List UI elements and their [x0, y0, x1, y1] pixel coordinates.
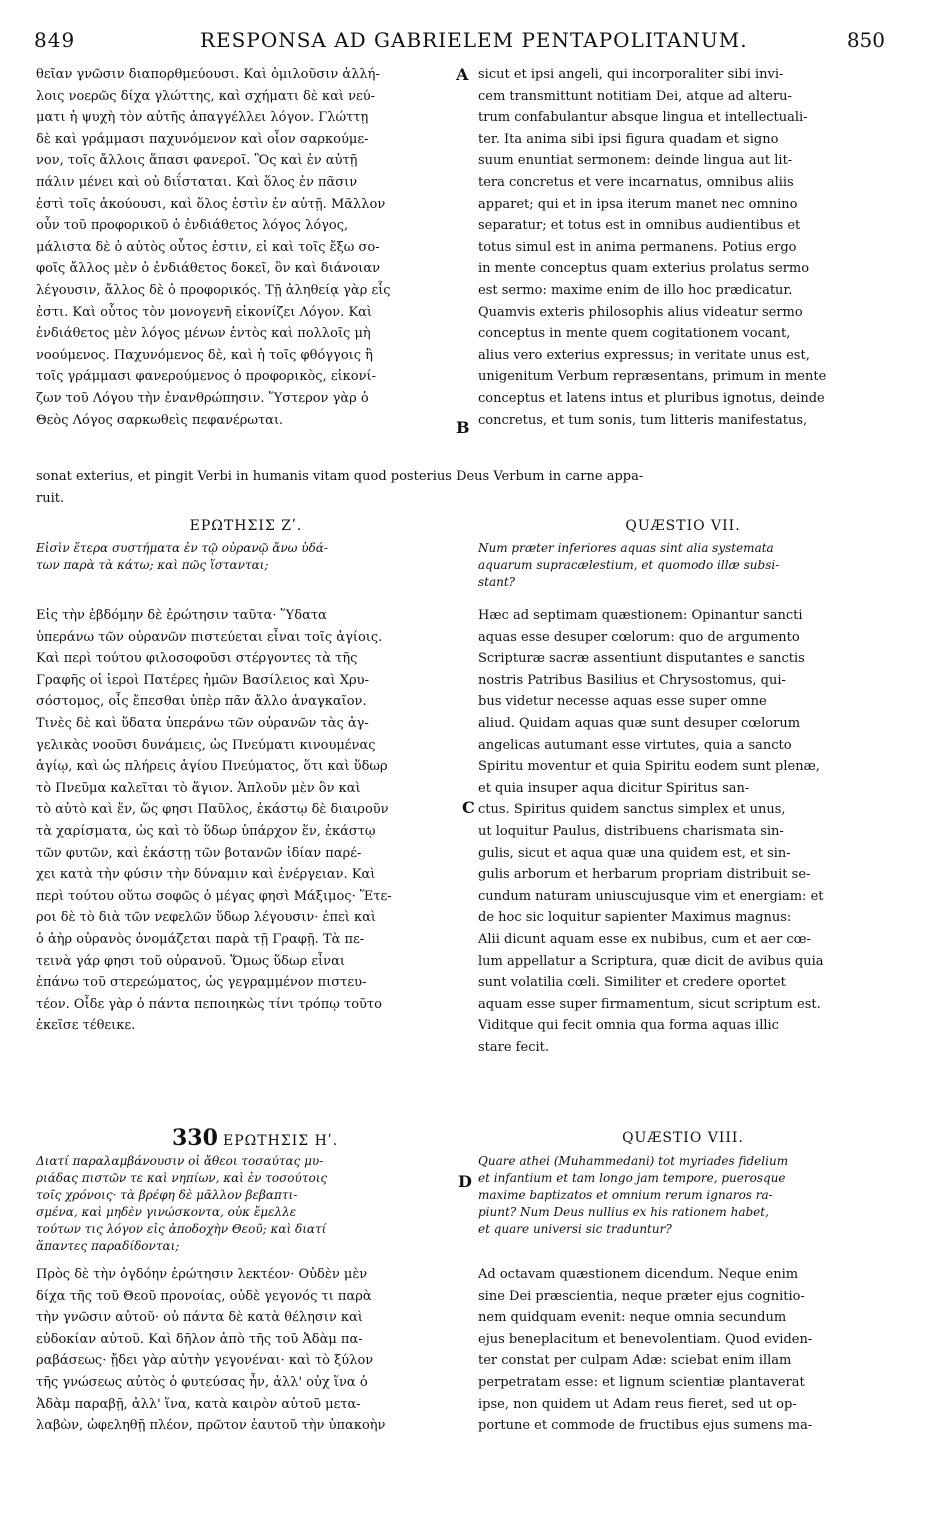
full-width-line: sonat exterius, et pingit Verbi in humanis vitam quod posterius Deus Verbum in carne appa- [36, 469, 644, 484]
text-line: σόστομος, οἷς ἔπεσθαι ὑπὲρ πᾶν ἄλλο ἀναγκαῖον. [36, 694, 367, 710]
text-line: Ad octavam quæstionem dicendum. Neque enim [478, 1267, 799, 1282]
text-line: των παρὰ τὰ κάτω; καὶ πῶς ἵστανται; [36, 558, 269, 572]
text-line: ter. Ita anima sibi ipsi figura quadam et signo [478, 131, 779, 147]
margin-letter-a: A [456, 65, 469, 84]
text-line: et infantium et tam longo jam tempore, puerosque [478, 1171, 786, 1185]
text-line: τὸ Πνεῦμα καλεῖται τὸ ἅγιον. Ἁπλοῦν μὲν ὂν καὶ [36, 780, 361, 796]
text-line: ut loquitur Paulus, distribuens charismata sin- [478, 823, 784, 839]
text-line: φοῖς ἄλλος μὲν ὁ ἐνδιάθετος δοκεῖ, ὃν καὶ διάνοιαν [36, 261, 381, 277]
text-line: ὁ ἀὴρ οὐρανὸς ὀνομάζεται παρὰ τῇ Γραφῇ. Τὰ πε- [36, 931, 365, 947]
greek-answer-q8 [36, 1264, 456, 1437]
text-line: ροι δὲ τὸ διὰ τῶν νεφελῶν ὕδωρ λέγουσιν· ἐπεὶ καὶ [36, 910, 376, 926]
text-line: suum enuntiat sermonem: deinde lingua aut lit- [478, 153, 793, 169]
margin-letter-b: B [456, 418, 470, 437]
text-line: Alii dicunt aquam esse ex nubibus, cum et aer cœ- [478, 931, 811, 947]
text-line: γελικὰς νοοῦσι δυνάμεις, ὡς Πνεύματι κινουμένας [36, 737, 376, 753]
text-line: aquarum supracælestium, et quomodo illæ subsi- [478, 558, 780, 572]
full-width-line: ruit. [36, 490, 65, 506]
text-line: ὑπεράνω τῶν οὐρανῶν πιστεύεται εἶναι τοῖς ἁγίοις. [36, 629, 383, 645]
column-number-marker [172, 1125, 338, 1151]
text-line: ραβάσεως· ᾔδει γὰρ αὐτὴν γεγονέναι· καὶ τὸ ξύλον [36, 1353, 374, 1369]
text-line: lum appellatur a Scriptura, quæ dicit de avibus quia [478, 953, 824, 969]
text-line: aquas esse desuper cœlorum: quo de argumento [478, 629, 800, 645]
text-line: Quamvis exteris philosophis alius videatur sermo [478, 304, 803, 320]
text-line: ζων τοῦ Λόγου τὴν ἐνανθρώπησιν. Ὕστερον γὰρ ὁ [36, 390, 369, 406]
text-line: τοῖς χρόνοις· τὰ βρέφη δὲ μᾶλλον βεβαπτι- [36, 1188, 298, 1202]
text-line: ter constat per culpam Adæ: sciebat enim illam [478, 1353, 792, 1369]
text-line: τὴν γνῶσιν αὐτοῦ· οὐ πάντα δὲ κατὰ θέλησιν καὶ [36, 1310, 363, 1326]
text-line: δὲ καὶ γράμμασι παχυνόμενον καὶ οἷον σαρκούμε- [36, 131, 369, 147]
text-line: λέγουσιν, ἄλλος δὲ ὁ προφορικός. Τῇ ἀληθείᾳ γὰρ εἷς [36, 282, 391, 298]
text-line: ἐπάνω τοῦ στερεώματος, ὡς γεγραμμένον πιστευ- [36, 975, 367, 991]
text-line: de hoc sic loquitur sapienter Maximus magnus: [478, 910, 792, 926]
greek-heading-q7: ΕΡΩΤΗΣΙΣ Ζʹ. [189, 518, 303, 534]
text-line: τεινὰ γάρ φησι τοῦ οὐρανοῦ. Ὅμως ὕδωρ εἶναι [36, 953, 345, 969]
text-line: est sermo: maxime enim de illo hoc prædicatur. [478, 282, 793, 298]
text-line: περὶ τούτου οὕτω σοφῶς ὁ μέγας φησὶ Μάξιμος· Ἕτε- [36, 888, 392, 904]
page-number-left: 849 [34, 28, 76, 52]
text-line: πάλιν μένει καὶ οὐ διΐσταται. Καὶ ὅλος ἐν πᾶσιν [36, 174, 358, 190]
text-line: σμένα, καὶ μηδὲν γινώσκοντα, οὐκ ἔμελλε [36, 1205, 297, 1219]
text-line: τὰ χαρίσματα, ὡς καὶ τὸ ὕδωρ ὑπάρχον ἕν, ἑκάστῳ [36, 823, 376, 839]
text-line: τέον. Οἶδε γὰρ ὁ πάντα πεποιηκὼς τίνι τρόπῳ τοῦτο [36, 996, 382, 1012]
text-line: gulis arborum et herbarum propriam distribuit se- [478, 867, 811, 883]
text-line: Θεὸς Λόγος σαρκωθεὶς πεφανέρωται. [36, 412, 284, 428]
text-line: Γραφῆς οἱ ἱεροὶ Πατέρες ἡμῶν Βασίλειος καὶ Χρυ- [36, 672, 369, 688]
text-line: τὸ αὐτὸ καὶ ἕν, ὥς φησι Παῦλος, ἑκάστῳ δὲ διαιροῦν [36, 802, 389, 818]
latin-answer-q7 [478, 605, 888, 1058]
text-line: ριάδας πιστῶν τε καὶ νηπίων, καὶ ἐν τοσούτοις [36, 1171, 328, 1185]
text-line: οὖν τοῦ προφορικοῦ ὁ ἐνδιάθετος λόγος λόγος, [36, 218, 349, 234]
margin-letter-c: C [462, 798, 475, 817]
text-line: Διατί παραλαμβάνουσιν οἱ ἄθεοι τοσαύτας μυ- [36, 1154, 324, 1168]
latin-column-top [478, 64, 888, 431]
text-line: angelicas autumant esse virtutes, quia a sancto [478, 737, 792, 753]
full-width-continuation [36, 466, 888, 509]
text-line: gulis, sicut et aqua quæ una quidem est, et sin- [478, 845, 791, 861]
text-line: trum confabulantur absque lingua et intellectuali- [478, 110, 808, 126]
margin-letter-d: D [458, 1172, 472, 1191]
text-line: Spiritu moventur et quia Spiritu eodem sunt plenæ, [478, 759, 820, 775]
text-line: sunt volatilia cœli. Similiter et credere oportet [478, 975, 786, 991]
text-line: conceptus et latens intus et pluribus ignotus, deinde [478, 390, 825, 406]
text-line: separatur; et totus est in omnibus audientibus et [478, 218, 801, 234]
text-line: Num præter inferiores aquas sint alia systemata [478, 541, 774, 555]
greek-column-top [36, 64, 456, 431]
text-line: piunt? Num Deus nullius ex his rationem habet, [478, 1205, 769, 1219]
text-line: unigenitum Verbum repræsentans, primum in mente [478, 369, 827, 385]
text-line: ejus beneplacitum et benevolentiam. Quod eviden- [478, 1331, 813, 1347]
text-line: Καὶ περὶ τούτου φιλοσοφοῦσι στέργοντες τὰ τῆς [36, 651, 358, 667]
greek-heading-q8: ΕΡΩΤΗΣΙΣ Ηʹ. [223, 1133, 339, 1149]
text-line: Viditque qui fecit omnia qua forma aquas illic [478, 1018, 779, 1034]
text-line: ἁγίῳ, καὶ ὡς πλήρεις ἁγίου Πνεύματος, ὅτι καὶ ὕδωρ [36, 759, 388, 775]
text-line: aliud. Quidam aquas quæ sunt desuper cœlorum [478, 715, 801, 731]
column-number: 330 [172, 1125, 218, 1151]
text-line: τοῖς γράμμασι φανερούμενος ὁ προφορικὸς, εἰκονί- [36, 369, 377, 385]
text-line: portune et commode de fructibus ejus sumens ma- [478, 1418, 813, 1434]
text-line: et quare universi sic traduntur? [478, 1222, 672, 1236]
text-line: cem transmittunt notitiam Dei, atque ad alteru- [478, 88, 792, 104]
text-line: in mente conceptus quam exterius prolatus sermo [478, 261, 810, 277]
text-line: alius vero exterius expressus; in veritate unus est, [478, 347, 810, 363]
text-line: ἐστι. Καὶ οὗτος τὸν μονογενῆ εἰκονίζει Λόγον. Καὶ [36, 304, 373, 320]
text-line: totus simul est in anima permanens. Potius ergo [478, 239, 797, 255]
text-line: stare fecit. [478, 1039, 549, 1055]
text-line: Τινὲς δὲ καὶ ὕδατα ὑπεράνω τῶν οὐρανῶν τὰς ἀγ- [36, 715, 369, 731]
text-line: nostris Patribus Basilius et Chrysostomus, qui- [478, 672, 786, 688]
text-line: Εἰς τὴν ἑβδόμην δὲ ἐρώτησιν ταῦτα· Ὕδατα [36, 608, 327, 623]
text-line: τούτων τις λόγον εἰς ἀποδοχὴν Θεοῦ; καὶ διατί [36, 1222, 327, 1236]
text-line: μάλιστα δὲ ὁ αὐτὸς οὗτος ἐστιν, εἰ καὶ τοῖς ἔξω σο- [36, 239, 380, 255]
text-line: ἅπαντες παραδίδονται; [36, 1239, 180, 1253]
greek-question-q7 [36, 540, 456, 574]
latin-heading-q7: QUÆSTIO VII. [625, 518, 741, 534]
text-line: νον, τοῖς ἄλλοις ἅπασι φανεροῖ. Ὃς καὶ ἐν αὐτῇ [36, 153, 358, 169]
text-line: aquam esse super firmamentum, sicut scriptum est. [478, 996, 821, 1012]
text-line: apparet; qui et in ipsa iterum manet nec omnino [478, 196, 798, 212]
text-line: νοούμενος. Παχυνόμενος δὲ, καὶ ἡ τοῖς φθόγγοις ἢ [36, 347, 373, 363]
text-line: et quia insuper aqua dicitur Spiritus san- [478, 780, 750, 796]
text-line: stant? [478, 575, 516, 589]
text-line: Ἀδὰμ παραβῇ, ἀλλ' ἵνα, κατὰ καιρὸν αὐτοῦ μετα- [36, 1396, 361, 1412]
latin-heading-q8: QUÆSTIO VIII. [622, 1130, 744, 1146]
text-line: τῶν φυτῶν, καὶ ἑκάστῃ τῶν βοτανῶν ἰδίαν παρέ- [36, 845, 362, 861]
greek-answer-q7 [36, 605, 456, 1037]
text-line: maxime baptizatos et omnium rerum ignaros ra- [478, 1188, 773, 1202]
text-line: Quare athei (Muhammedani) tot myriades fidelium [478, 1154, 789, 1168]
text-line: εὐδοκίαν αὐτοῦ. Καὶ δῆλον ἀπὸ τῆς τοῦ Ἀδὰμ πα- [36, 1331, 363, 1347]
text-line: perpetratam esse: et lignum scientiæ plantaverat [478, 1374, 805, 1390]
text-line: ματι ἡ ψυχὴ τὸν αὐτῆς ἀπαγγέλλει λόγον. Γλώττῃ [36, 110, 369, 126]
text-line: cundum naturam uniuscujusque vim et energiam: et [478, 888, 824, 904]
running-title: RESPONSA AD GABRIELEM PENTAPOLITANUM. [200, 28, 748, 52]
text-line: ctus. Spiritus quidem sanctus simplex et unus, [478, 802, 786, 818]
text-line: tera concretus et vere incarnatus, omnibus aliis [478, 174, 794, 190]
greek-question-q8 [36, 1153, 456, 1255]
text-line: λοις νοερῶς δίχα γλώττης, καὶ σχήματι δὲ καὶ νεύ- [36, 88, 376, 104]
page-number-right: 850 [846, 28, 885, 52]
text-line: θεῖαν γνῶσιν διαπορθμεύουσι. Καὶ ὁμιλοῦσιν ἀλλή- [36, 67, 380, 82]
text-line: ἐνδιάθετος μὲν λόγος μένων ἐντὸς καὶ πολλοῖς μὴ [36, 326, 371, 342]
text-line: ipse, non quidem ut Adam reus fieret, sed ut op- [478, 1396, 797, 1412]
latin-answer-q8 [478, 1264, 888, 1437]
text-line: bus videtur necesse aquas esse super omne [478, 694, 767, 710]
text-line: conceptus in mente quem cogitationem vocant, [478, 326, 791, 342]
text-line: sine Dei præscientia, neque præter ejus cognitio- [478, 1288, 805, 1304]
text-line: τῆς γνώσεως αὐτὸς ὁ φυτεύσας ἦν, ἀλλ' οὐχ ἵνα ὁ [36, 1374, 368, 1390]
text-line: Εἰσὶν ἕτερα συστήματα ἐν τῷ οὐρανῷ ἄνω ὑδά- [36, 541, 328, 555]
text-line: Πρὸς δὲ τὴν ὀγδόην ἐρώτησιν λεκτέον· Οὐδὲν μὲν [36, 1267, 368, 1282]
latin-question-q7 [478, 540, 888, 591]
text-line: sicut et ipsi angeli, qui incorporaliter sibi invi- [478, 67, 784, 82]
text-line: nem quidquam evenit: neque omnia secundum [478, 1310, 787, 1326]
text-line: Hæc ad septimam quæstionem: Opinantur sancti [478, 608, 803, 623]
text-line: χει κατὰ τὴν φύσιν τὴν δύναμιν καὶ ἐνέργειαν. Καὶ [36, 867, 376, 883]
text-line: δίχα τῆς τοῦ Θεοῦ προνοίας, οὐδὲ γεγονός τι παρὰ [36, 1288, 372, 1304]
text-line: Scripturæ sacræ assentiunt disputantes e sanctis [478, 651, 805, 667]
latin-question-q8 [478, 1153, 888, 1238]
text-line: ἐστὶ τοῖς ἀκούουσι, καὶ ὅλος ἐστὶν ἐν αὐτῇ. Μᾶλλον [36, 196, 386, 212]
text-line: concretus, et tum sonis, tum litteris manifestatus, [478, 412, 808, 428]
text-line: ἐκεῖσε τέθεικε. [36, 1018, 136, 1034]
text-line: λαβὼν, ὠφεληθῇ πλέον, πρῶτον ἑαυτοῦ τὴν ὑπακοὴν [36, 1418, 386, 1434]
